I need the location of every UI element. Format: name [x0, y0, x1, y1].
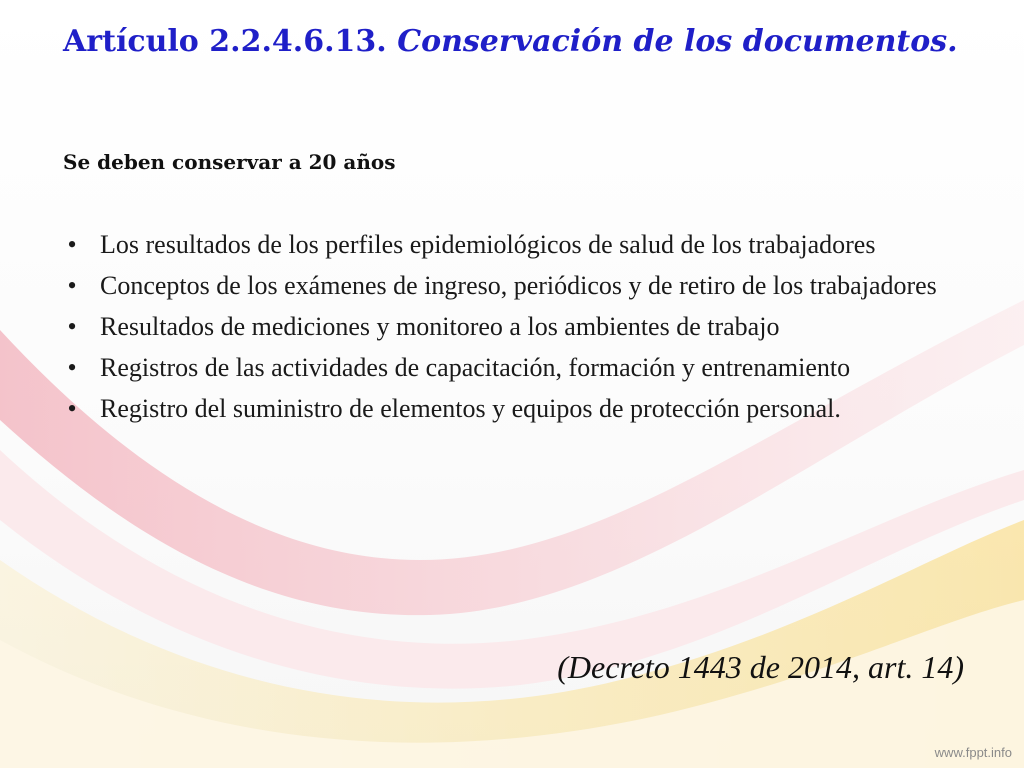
bullet-icon: • [67, 271, 77, 300]
watermark: www.fppt.info [934, 745, 1012, 760]
bullet-icon: • [67, 394, 77, 423]
list-item [62, 269, 967, 303]
bullet-list [62, 228, 967, 433]
list-item [62, 310, 967, 344]
list-item [62, 228, 967, 262]
list-item-text: Resultados de mediciones y monitoreo a los ambientes de trabajo [100, 312, 780, 341]
subheading: Se deben conservar a 20 años [63, 150, 396, 174]
bullet-icon: • [67, 353, 77, 382]
list-item-text: Registro del suministro de elementos y equipos de protección personal. [100, 394, 841, 423]
list-item-text: Los resultados de los perfiles epidemiológicos de salud de los trabajadores [100, 230, 876, 259]
list-item-text: Registros de las actividades de capacitación, formación y entrenamiento [100, 353, 851, 382]
slide-title [63, 22, 963, 62]
list-item [62, 351, 967, 385]
title-italic-text: Conservación de los documentos. [397, 24, 958, 59]
citation: (Decreto 1443 de 2014, art. 14) [557, 649, 964, 685]
list-item-text: Conceptos de los exámenes de ingreso, periódicos y de retiro de los trabajadores [100, 271, 937, 300]
title-article-number: Artículo 2.2.4.6.13. [63, 24, 387, 59]
list-item [62, 392, 967, 426]
bullet-icon: • [67, 312, 77, 341]
bullet-icon: • [67, 230, 77, 259]
